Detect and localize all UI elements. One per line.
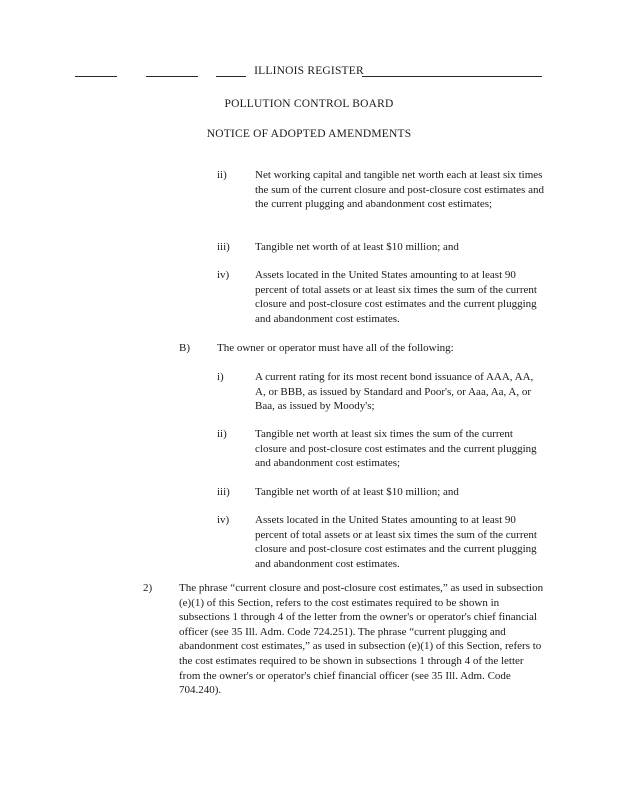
item-text: A current rating for its most recent bond issuance of AAA, AA, A, or BBB, as issued by Standard and Poor's, or Aaa, Aa, A, or Baa, as issued by Moody's; — [255, 371, 534, 413]
notice-title: NOTICE OF ADOPTED AMENDMENTS — [206, 128, 412, 140]
item-text: Tangible net worth at least six times the sum of the current closure and post-closure cost estimates and the current plugging and abandonment cost estimates; — [255, 428, 537, 470]
item-marker: ii) — [217, 169, 227, 181]
paragraph-text: The phrase “current closure and post-closure cost estimates,” as used in subsection (e)(1) of this Section, refers to the cost estimates required to be shown in subsections 1 through 4 of the letter from the owner's or operator's chief financial officer (see 35 Ill. Adm. Code 724.251). The phrase “current plugging and abandonment cost estimates,” as used in subsection (e)(1) of this Section, refers to the cost estimates required to be shown in subsections 1 through 4 of the letter from the owner's or operator's chief financial officer (see 35 Ill. Adm. Code 704.240). — [179, 582, 544, 697]
item-marker: iv) — [217, 269, 230, 281]
item-text: Assets located in the United States amounting to at least 90 percent of total assets or at least six times the sum of the current closure and post-closure cost estimates and the current plugging and abandonment cost estimates. — [255, 514, 537, 570]
section-text: The owner or operator must have all of the following: — [217, 342, 454, 354]
item-text: Assets located in the United States amounting to at least 90 percent of total assets or at least six times the sum of the current closure and post-closure cost estimates and the current plugging and abandonment cost estimates. — [255, 269, 537, 325]
item-marker: iii) — [217, 486, 230, 498]
item-marker: i) — [217, 371, 224, 383]
paragraph-marker: 2) — [143, 582, 153, 594]
item-text: Tangible net worth of at least $10 million; and — [255, 241, 459, 253]
section-marker: B) — [179, 342, 190, 354]
item-marker: iv) — [217, 514, 230, 526]
item-text: Tangible net worth of at least $10 million; and — [255, 486, 459, 498]
item-marker: ii) — [217, 428, 227, 440]
board-name: POLLUTION CONTROL BOARD — [224, 98, 394, 110]
item-text: Net working capital and tangible net worth each at least six times the sum of the current closure and post-closure cost estimates and the current plugging and abandonment cost estimates; — [255, 169, 544, 211]
item-marker: iii) — [217, 241, 230, 253]
register-title: ILLINOIS REGISTER — [254, 65, 364, 77]
